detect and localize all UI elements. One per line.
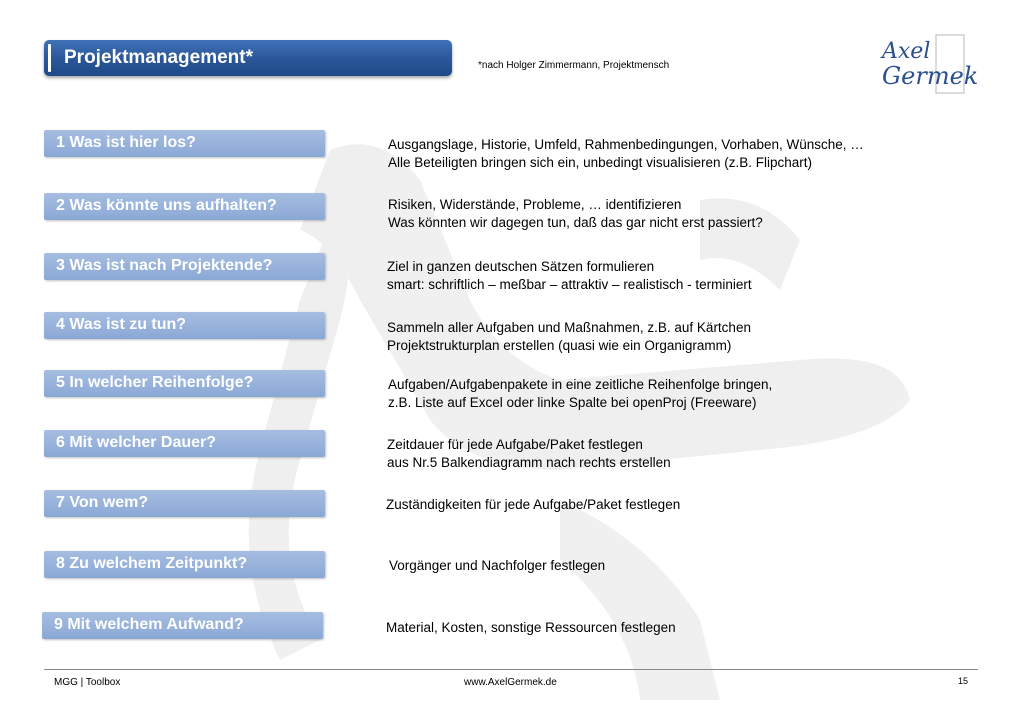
step-label: 9 Mit welchem Aufwand? — [54, 616, 244, 633]
svg-text:Germek: Germek — [882, 62, 979, 90]
description-line: Zuständigkeiten für jede Aufgabe/Paket festlegen — [386, 497, 681, 512]
step-bar-3 — [44, 253, 325, 280]
title-accent — [48, 44, 51, 72]
step-description-3 — [387, 258, 752, 294]
step-label: 7 Von wem? — [56, 494, 149, 511]
step-bar-7 — [44, 490, 325, 517]
page-subtitle: *nach Holger Zimmermann, Projektmensch — [478, 60, 670, 71]
step-description-7 — [386, 496, 680, 514]
description-line: Projektstrukturplan erstellen (quasi wie ein Organigramm) — [387, 338, 732, 353]
page-title: Projektmanagement* — [64, 47, 254, 68]
step-description-1 — [388, 136, 864, 172]
description-line: Aufgaben/Aufgabenpakete in eine zeitliche Reihenfolge bringen, — [388, 377, 773, 392]
step-bar-8 — [44, 551, 325, 578]
description-line: Risiken, Widerstände, Probleme, … identifizieren — [388, 197, 682, 212]
description-line: Alle Beteiligten bringen sich ein, unbedingt visualisieren (z.B. Flipchart) — [388, 155, 812, 170]
description-line: aus Nr.5 Balkendiagramm nach rechts erstellen — [387, 455, 671, 470]
step-bar-2 — [44, 193, 325, 220]
footer-divider — [44, 669, 978, 670]
step-description-9 — [386, 619, 676, 637]
step-description-8 — [389, 557, 605, 575]
step-label: 4 Was ist zu tun? — [56, 316, 187, 333]
step-label: 1 Was ist hier los? — [56, 134, 196, 151]
description-line: Was könnten wir dagegen tun, daß das gar nicht erst passiert? — [388, 215, 763, 230]
footer-website: www.AxelGermek.de — [464, 677, 557, 688]
description-line: Ausgangslage, Historie, Umfeld, Rahmenbedingungen, Vorhaben, Wünsche, … — [388, 137, 864, 152]
step-description-2 — [388, 196, 763, 232]
step-label: 8 Zu welchem Zeitpunkt? — [56, 555, 248, 572]
footer-left-text: MGG | Toolbox — [54, 677, 121, 688]
page-number: 15 — [958, 676, 969, 686]
step-label: 2 Was könnte uns aufhalten? — [56, 197, 277, 214]
step-label: 6 Mit welcher Dauer? — [56, 434, 217, 451]
step-label: 5 In welcher Reihenfolge? — [56, 374, 254, 391]
step-description-5 — [388, 376, 772, 412]
title-bar — [44, 40, 452, 76]
svg-text:Axel: Axel — [882, 39, 931, 64]
step-description-6 — [387, 436, 671, 472]
description-line: Ziel in ganzen deutschen Sätzen formulieren — [387, 259, 655, 274]
description-line: Vorgänger und Nachfolger festlegen — [389, 558, 606, 573]
description-line: smart: schriftlich – meßbar – attraktiv – realistisch - terminiert — [387, 277, 752, 292]
step-bar-4 — [44, 312, 325, 339]
description-line: z.B. Liste auf Excel oder linke Spalte bei openProj (Freeware) — [388, 395, 757, 410]
step-label: 3 Was ist nach Projektende? — [56, 257, 273, 274]
description-line: Sammeln aller Aufgaben und Maßnahmen, z.B. auf Kärtchen — [387, 320, 751, 335]
description-line: Zeitdauer für jede Aufgabe/Paket festlegen — [387, 437, 643, 452]
description-line: Material, Kosten, sonstige Ressourcen festlegen — [386, 620, 676, 635]
step-bar-5 — [44, 370, 325, 397]
step-bar-1 — [44, 130, 325, 157]
step-bar-6 — [44, 430, 325, 457]
step-bar-9 — [42, 612, 323, 639]
step-description-4 — [387, 319, 751, 355]
company-logo — [874, 30, 994, 102]
